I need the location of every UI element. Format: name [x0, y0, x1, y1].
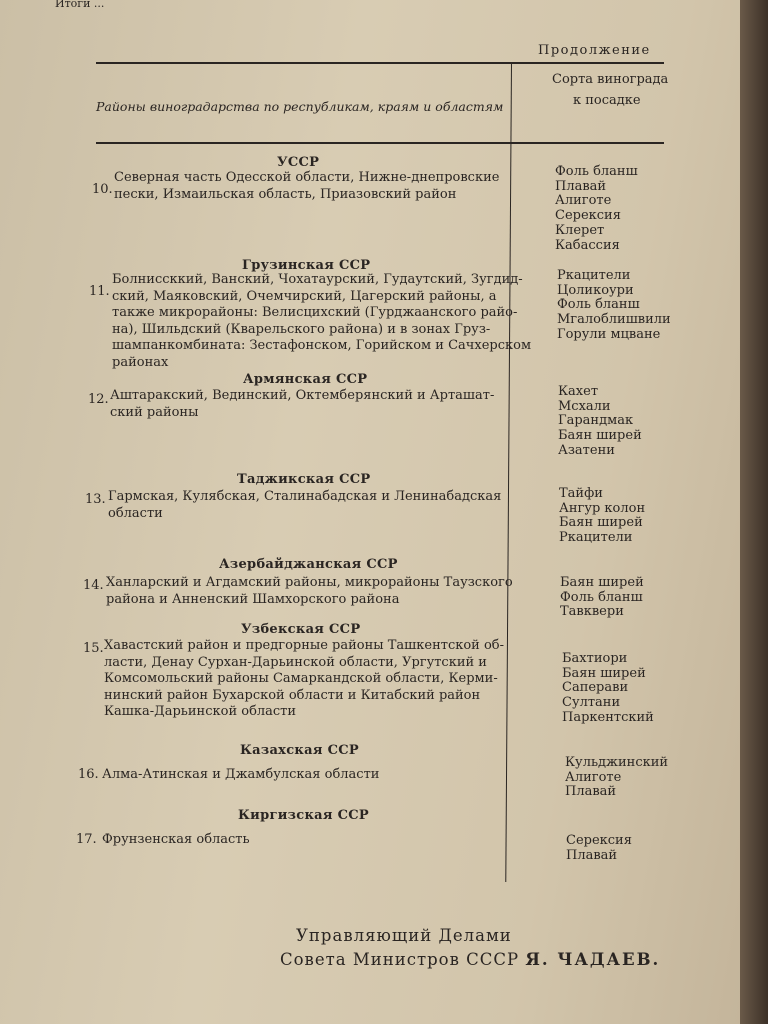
variety-item: Фоль бланш	[560, 589, 643, 605]
header-varieties-line1: Сорта винограда	[552, 72, 669, 87]
column-divider	[505, 62, 512, 882]
continuation-label: Продолжение	[538, 43, 651, 58]
variety-item: Плавай	[566, 847, 618, 863]
entry-line: Фрунзенская область	[102, 832, 250, 847]
entry-line: Кашка-Дарьинской области	[104, 704, 297, 720]
entry-line: области	[108, 505, 163, 521]
varieties-list	[566, 834, 632, 863]
variety-item: Алиготе	[565, 769, 622, 785]
region-title: Киргизская ССР	[238, 808, 369, 823]
variety-item: Баян ширей	[560, 575, 644, 590]
region-title: Таджикская ССР	[237, 472, 371, 487]
variety-item: Ркацители	[559, 530, 633, 546]
variety-item: Гарандмак	[558, 413, 634, 429]
variety-item: Саперави	[562, 680, 629, 696]
region-title: Грузинская ССР	[242, 258, 371, 273]
varieties-list	[555, 165, 638, 253]
entry-line: Северная часть Одесской области, Нижне-днепровские	[114, 170, 500, 185]
entry-line: Аштаракский, Вединский, Октемберянский и Арташат-	[110, 388, 495, 403]
variety-item: Баян ширей	[562, 665, 646, 681]
entry-line: ский районы	[110, 404, 199, 420]
entry-number: 17.	[76, 832, 97, 847]
variety-item: Серексия	[555, 208, 621, 224]
variety-item: Горули мцване	[557, 326, 661, 342]
signature-organization: Совета Министров СССР	[280, 950, 526, 969]
varieties-list	[560, 576, 644, 620]
variety-item: Азатени	[558, 442, 615, 458]
header-varieties-line2: к посадке	[573, 93, 641, 108]
variety-item: Мсхали	[558, 398, 611, 414]
varieties-list	[559, 487, 645, 546]
varieties-list	[557, 269, 671, 343]
entry-number: 11.	[89, 284, 110, 299]
entry-text	[114, 170, 499, 203]
entry-line: Болниссккий, Ванский, Чохатаурский, Гудаутский, Зугдид-	[112, 272, 523, 287]
entry-number: 12.	[88, 392, 109, 407]
variety-item: Цоликоури	[557, 282, 634, 298]
entry-line: шампанкомбината: Зестафонском, Горийском и Сачхерском	[112, 338, 532, 354]
variety-item: Баян ширей	[558, 428, 642, 444]
region-title: Армянская ССР	[243, 372, 368, 387]
variety-item: Фоль бланш	[555, 164, 638, 179]
signature-line	[280, 950, 660, 969]
entry-line: Гармская, Кулябская, Сталинабадская и Ленинабадская	[108, 489, 502, 504]
entry-line: ласти, Денау Сурхан-Дарьинской области, Ургутский и	[104, 654, 487, 670]
variety-item: Султани	[562, 695, 621, 711]
variety-item: Кульджинский	[565, 755, 669, 770]
entry-text	[102, 767, 379, 784]
entry-line: района и Анненский Шамхорского района	[106, 591, 400, 607]
entry-line: Комсомольский районы Самаркандской области, Керми-	[104, 671, 498, 687]
region-title: Казахская ССР	[240, 743, 359, 758]
entry-line: нинский район Бухарской области и Китабский район	[104, 687, 481, 703]
variety-item: Фоль бланш	[557, 297, 640, 313]
background-edge	[740, 0, 768, 1024]
signature-name: Я. ЧАДАЕВ.	[525, 950, 661, 969]
variety-item: Паркентский	[562, 709, 654, 725]
header-districts: Районы виноградарства по республикам, краям и областям	[96, 99, 504, 114]
varieties-list	[562, 652, 654, 726]
variety-item: Тайфи	[559, 486, 603, 501]
header-top-rule	[96, 62, 664, 64]
region-title: Узбекская ССР	[241, 622, 361, 637]
entry-line: пески, Измаильская область, Приазовский район	[114, 186, 457, 202]
variety-item: Кахет	[558, 384, 599, 399]
entry-number: 15.	[83, 641, 104, 656]
variety-item: Ангур колон	[559, 500, 646, 516]
variety-item: Тавквери	[560, 604, 624, 620]
region-title: Азербайджанская ССР	[219, 557, 398, 572]
entry-line: районах	[112, 354, 169, 370]
variety-item: Клерет	[555, 222, 605, 238]
entry-line: Хавастский район и предгорные районы Ташкентской об-	[104, 638, 505, 653]
entry-line: Алма-Атинская и Джамбулская области	[102, 767, 380, 782]
entry-text	[110, 388, 494, 421]
variety-item: Бахтиори	[562, 651, 628, 666]
entry-text	[104, 638, 504, 721]
variety-item: Мгалоблишвили	[557, 312, 671, 328]
entry-number: 13.	[85, 492, 106, 507]
entry-text	[106, 575, 513, 608]
region-title: УССР	[277, 155, 320, 170]
header-bottom-rule	[96, 142, 664, 144]
varieties-list	[565, 756, 668, 800]
variety-item: Алиготе	[555, 193, 612, 209]
entry-line: также микрорайоны: Велисцихский (Гурджаанского райо-	[112, 305, 518, 321]
entry-text	[102, 832, 250, 849]
entry-line: на), Шильдский (Кварельского района) и в зонах Груз-	[112, 321, 491, 337]
entry-line: Ханларский и Агдамский районы, микрорайоны Таузского	[106, 575, 513, 590]
entry-number: 10.	[92, 182, 113, 197]
variety-item: Плавай	[565, 784, 617, 800]
varieties-list	[558, 385, 642, 459]
entry-text	[112, 272, 531, 372]
entry-line: ский, Маяковский, Очемчирский, Цагерский районы, а	[112, 288, 497, 304]
variety-item: Баян ширей	[559, 515, 643, 531]
variety-item: Серексия	[566, 833, 632, 848]
variety-item: Кабассия	[555, 237, 620, 253]
entry-number: 16.	[78, 767, 99, 782]
top-strip-text: Итоги ...	[55, 0, 105, 8]
variety-item: Плавай	[555, 178, 607, 194]
entry-text	[108, 489, 501, 522]
signature-title: Управляющий Делами	[296, 926, 512, 945]
variety-item: Ркацители	[557, 268, 631, 283]
entry-number: 14.	[83, 578, 104, 593]
